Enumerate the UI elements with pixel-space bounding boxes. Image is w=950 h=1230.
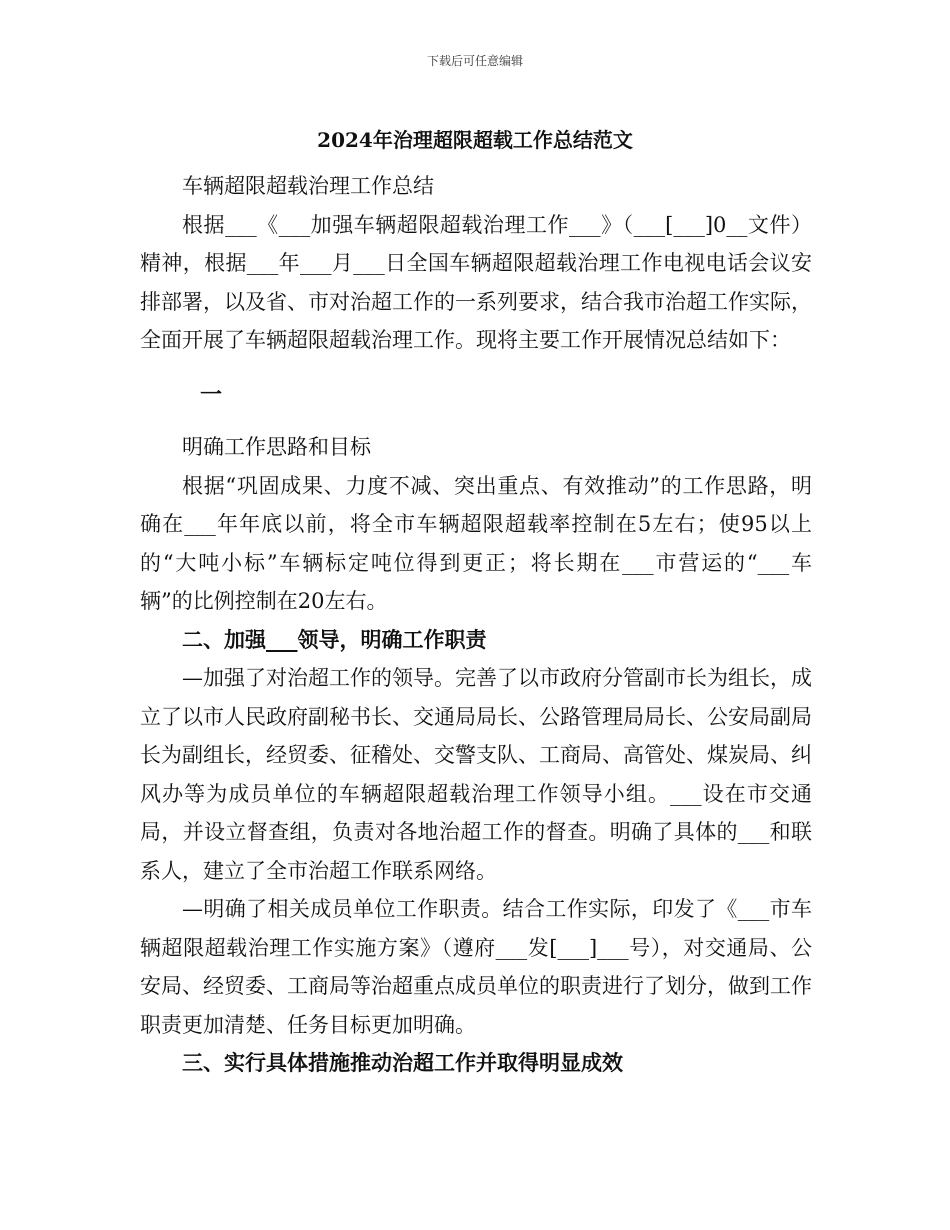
paragraph-goal-heading: 明确工作思路和目标 — [182, 435, 371, 459]
section-three-heading: 三、实行具体措施推动治超工作并取得明显成效 — [182, 1050, 623, 1075]
section-two-heading: 二、加强___领导，明确工作职责 — [182, 626, 487, 652]
section-one-heading: 一 — [200, 381, 223, 408]
header-note: 下载后可任意编辑 — [426, 54, 523, 68]
paragraph-duties: —明确了相关成员单位工作职责。结合工作实际，印发了《___市车辆超限超载治理工作实施方案》（遵府___发[___]___号），对交通局、公安局、经贸委、工商局等治超重点成员单位的职责进行了划分，做到工作职责更加清楚、任务目标更加明确。 — [140, 897, 812, 1037]
paragraph-leadership: —加强了对治超工作的领导。完善了以市政府分管副市长为组长，成立了以市人民政府副秘书长、交通局局长、公路管理局局长、公安局副局长为副组长，经贸委、征稽处、交警支队、工商局、高管处、煤炭局、纠风办等为成员单位的车辆超限超载治理工作领导小组。___设在市交通局，并设立督查组，负责对各地治超工作的督查。明确了具体的___和联系人，建立了全市治超工作联系网络。 — [140, 666, 812, 883]
paragraph-intro: 根据___《___加强车辆超限超载治理工作___》（___[___]0__文件）精神，根据___年___月___日全国车辆超限超载治理工作电视电话会议安排部署，以及省、市对治超工作的一系列要求，结合我市治超工作实际，全面开展了车辆超限超载治理工作。现将主要工作开展情况总结如下： — [140, 212, 812, 352]
paragraph-goals: 根据“巩固成果、力度不减、突出重点、有效推动”的工作思路，明确在___年年底以前，将全市车辆超限超载率控制在5左右；使95以上的“大吨小标”车辆标定吨位得到更正；将长期在___市营运的“___车辆”的比例控制在20左右。 — [140, 473, 812, 613]
document-title: 2024年治理超限超载工作总结范文 — [317, 128, 633, 152]
document-body — [140, 167, 812, 1083]
paragraph-subtitle: 车辆超限超载治理工作总结 — [182, 174, 434, 198]
